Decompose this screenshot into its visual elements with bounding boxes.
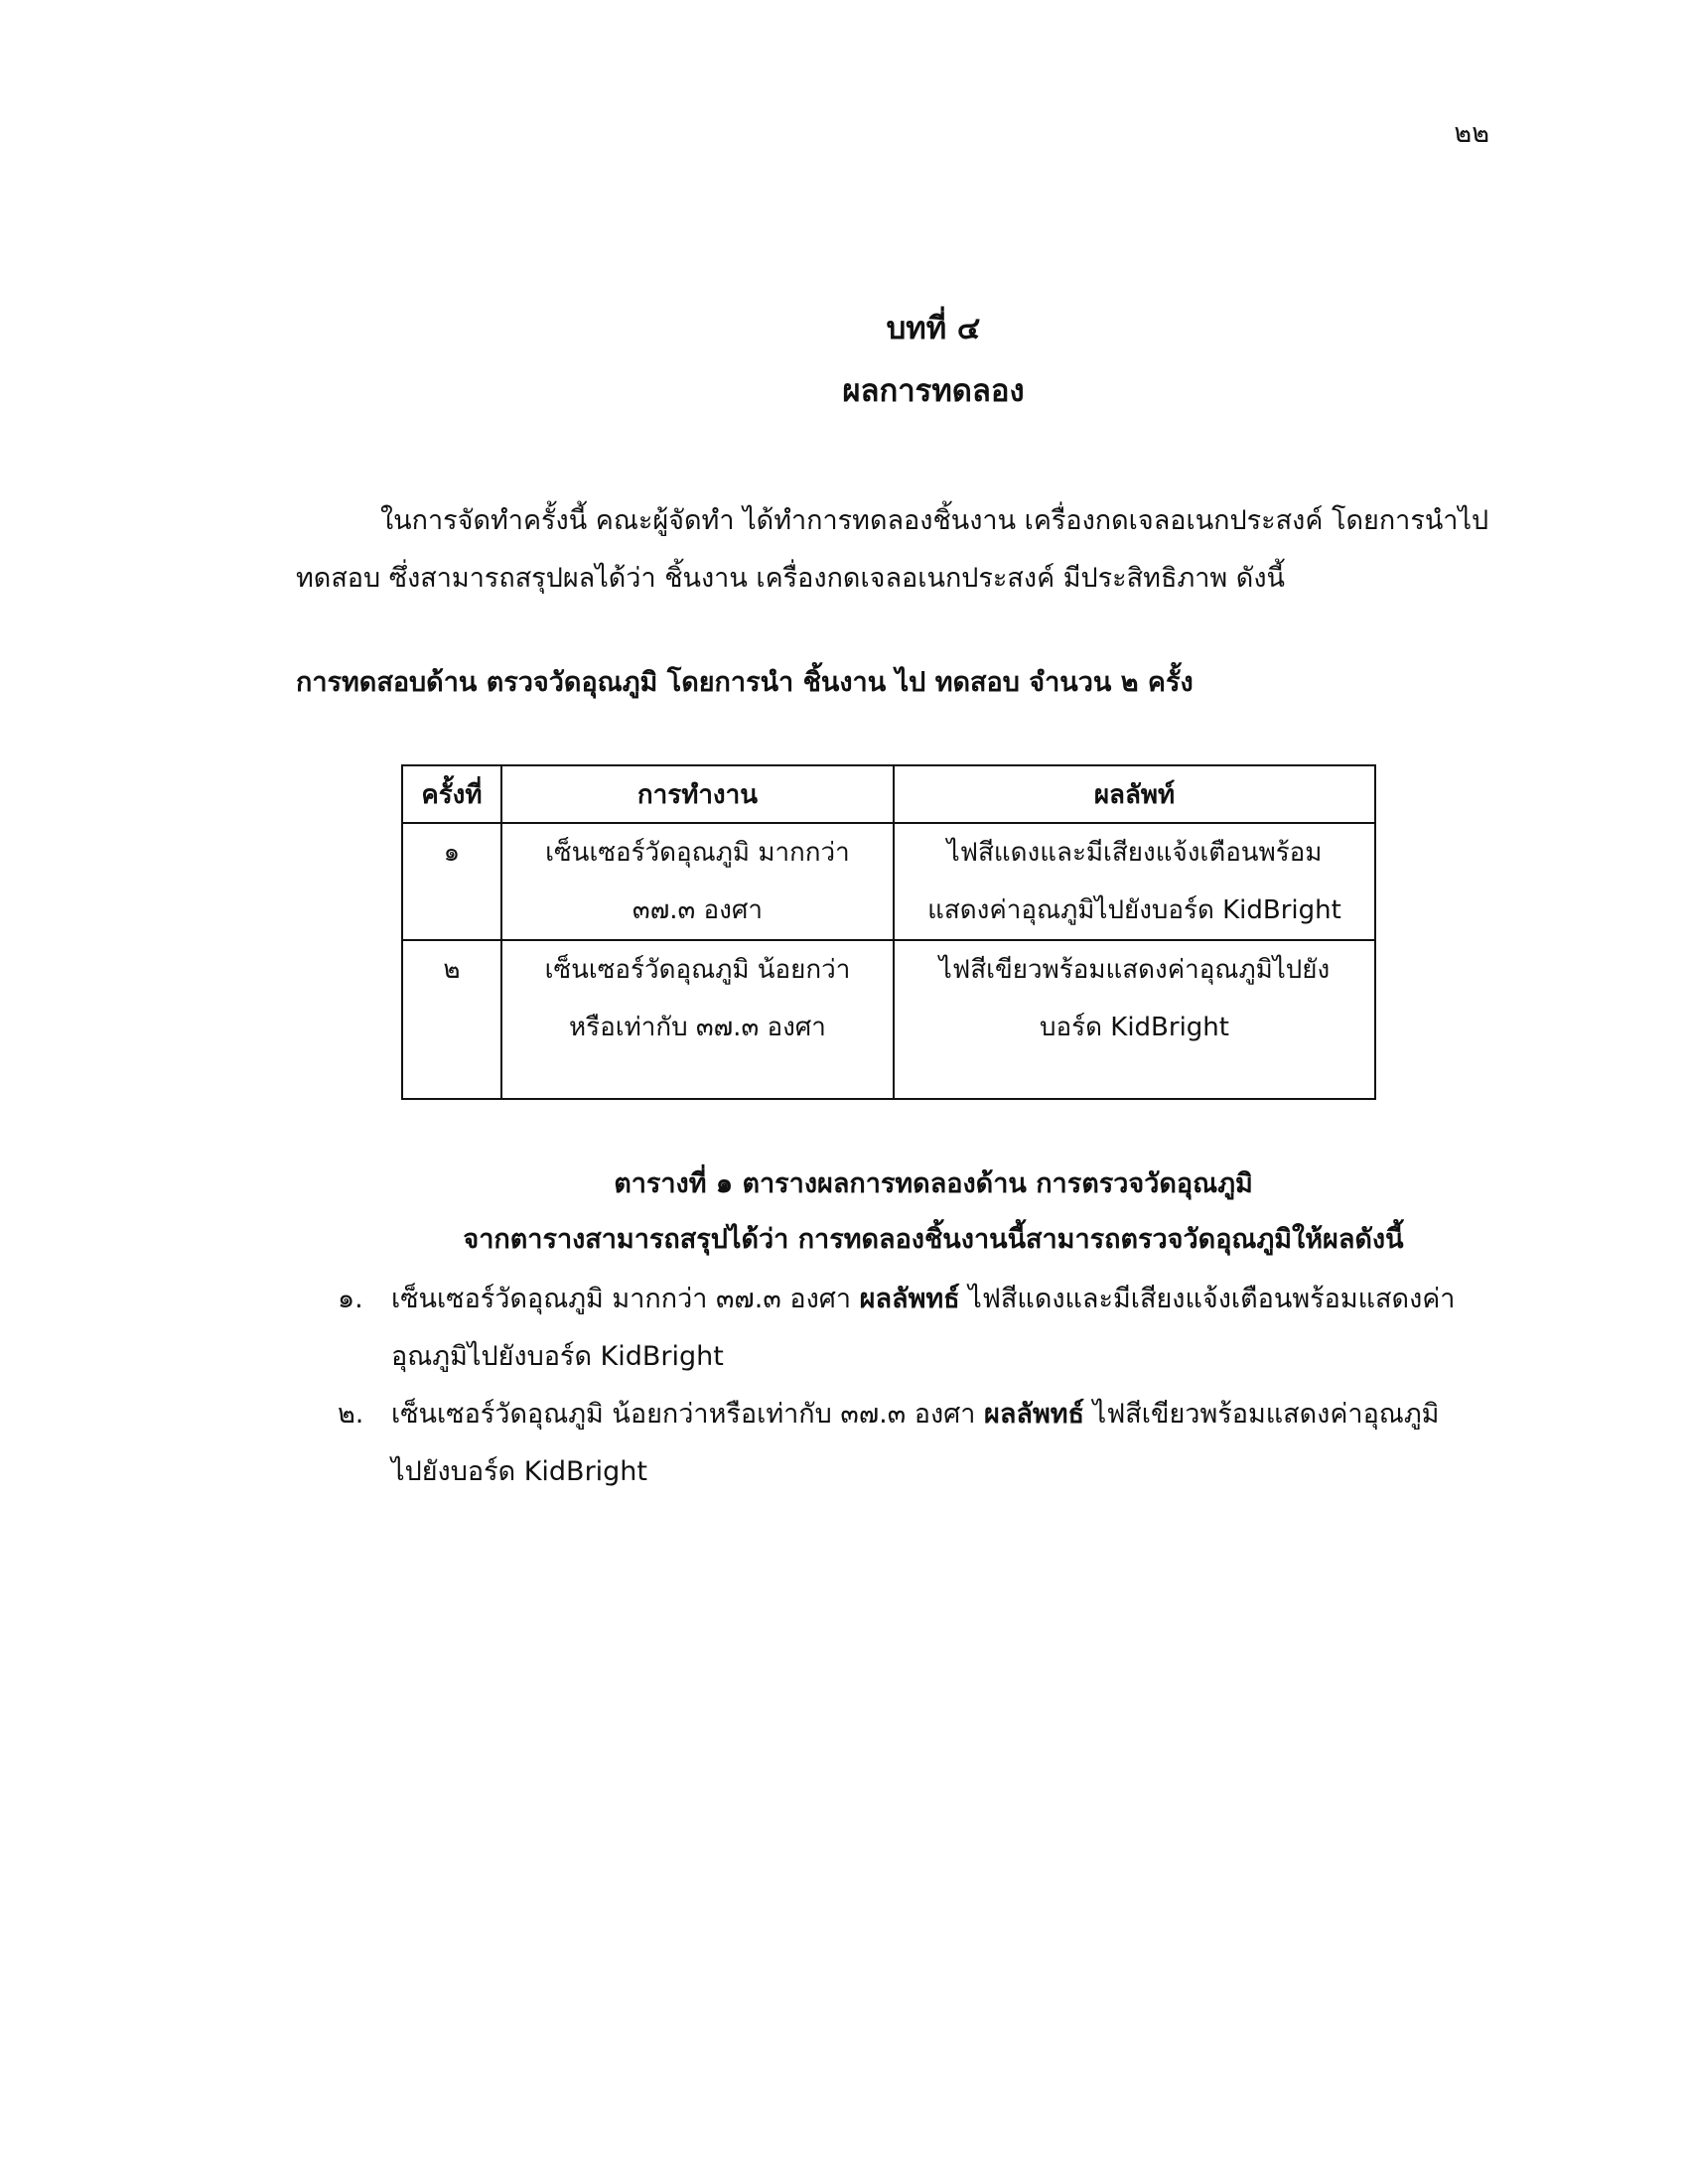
conclusion-heading: จากตารางสามารถสรุปได้ว่า การทดลองชิ้นงานนี้สามารถตรวจวัดอุณภูมิให้ผลดังนี้	[463, 1224, 1404, 1255]
list-continuation: อุณภูมิไปยังบอร์ด KidBright	[391, 1341, 724, 1372]
row-work	[501, 823, 894, 940]
row-work	[501, 940, 894, 1099]
intro-line-2: ทดสอบ ซึ่งสามารถสรุปผลได้ว่า ชิ้นงาน เครื่องกดเจลอเนกประสงค์ มีประสิทธิภาพ ดังนี้	[296, 563, 1285, 594]
list-line	[391, 1271, 1489, 1328]
work-line: ๓๗.๓ องศา	[632, 895, 763, 925]
results-list	[338, 1271, 1489, 1501]
result-line: ไฟสีเขียวพร้อมแสดงค่าอุณภูมิไปยัง	[938, 955, 1331, 985]
work-line: เซ็นเซอร์วัดอุณภูมิ มากกว่า	[545, 838, 850, 868]
result-line: บอร์ด KidBright	[1040, 1013, 1229, 1042]
list-text: ไฟสีเขียวพร้อมแสดงค่าอุณภูมิ	[1084, 1399, 1440, 1430]
intro-line-1: ในการจัดทำครั้งนี้ คณะผู้จัดทำ ได้ทำการทดลองชิ้นงาน เครื่องกดเจลอเนกประสงค์ โดยการนำไป	[380, 505, 1489, 536]
section-heading: การทดสอบด้าน ตรวจวัดอุณภูมิ โดยการนำ ชิ้นงาน ไป ทดสอบ จำนวน ๒ ครั้ง	[296, 667, 1194, 698]
list-number: ๑.	[338, 1284, 363, 1314]
row-result	[894, 823, 1375, 940]
table-row	[402, 823, 1375, 940]
list-item	[338, 1271, 1489, 1386]
list-text: เซ็นเซอร์วัดอุณภูมิ มากกว่า ๓๗.๓ องศา	[391, 1284, 860, 1314]
intro-paragraph	[296, 492, 1497, 608]
header-round: ครั้งที่	[402, 765, 501, 823]
chapter-title: ผลการทดลอง	[842, 373, 1025, 409]
chapter-number: บทที่ ๔	[886, 311, 981, 346]
list-continuation: ไปยังบอร์ด KidBright	[391, 1456, 648, 1487]
results-table	[401, 764, 1376, 1100]
list-text: เซ็นเซอร์วัดอุณภูมิ น้อยกว่าหรือเท่ากับ ๓๗.๓ องศา	[391, 1399, 985, 1430]
row-result	[894, 940, 1375, 1099]
header-work: การทำงาน	[501, 765, 894, 823]
table-row	[402, 940, 1375, 1099]
result-line: ไฟสีแดงและมีเสียงแจ้งเตือนพร้อม	[946, 838, 1323, 868]
work-line: หรือเท่ากับ ๓๗.๓ องศา	[569, 1013, 826, 1042]
list-text: ไฟสีแดงและมีเสียงแจ้งเตือนพร้อมแสดงค่า	[959, 1284, 1456, 1314]
result-line: แสดงค่าอุณภูมิไปยังบอร์ด KidBright	[927, 895, 1341, 925]
row-number: ๒	[402, 940, 501, 1099]
list-line	[391, 1386, 1489, 1443]
table-caption: ตารางที่ ๑ ตารางผลการทดลองด้าน การตรวจวัดอุณภูมิ	[614, 1168, 1253, 1199]
list-bold-label: ผลลัพทธ์	[984, 1399, 1085, 1430]
table-header-row	[402, 765, 1375, 823]
row-number: ๑	[402, 823, 501, 940]
page-number: ๒๒	[1454, 118, 1489, 149]
work-line: เซ็นเซอร์วัดอุณภูมิ น้อยกว่า	[544, 955, 851, 985]
list-bold-label: ผลลัพทธ์	[859, 1284, 960, 1314]
list-number: ๒.	[338, 1399, 364, 1430]
list-item	[338, 1386, 1489, 1501]
header-result: ผลลัพท์	[894, 765, 1375, 823]
